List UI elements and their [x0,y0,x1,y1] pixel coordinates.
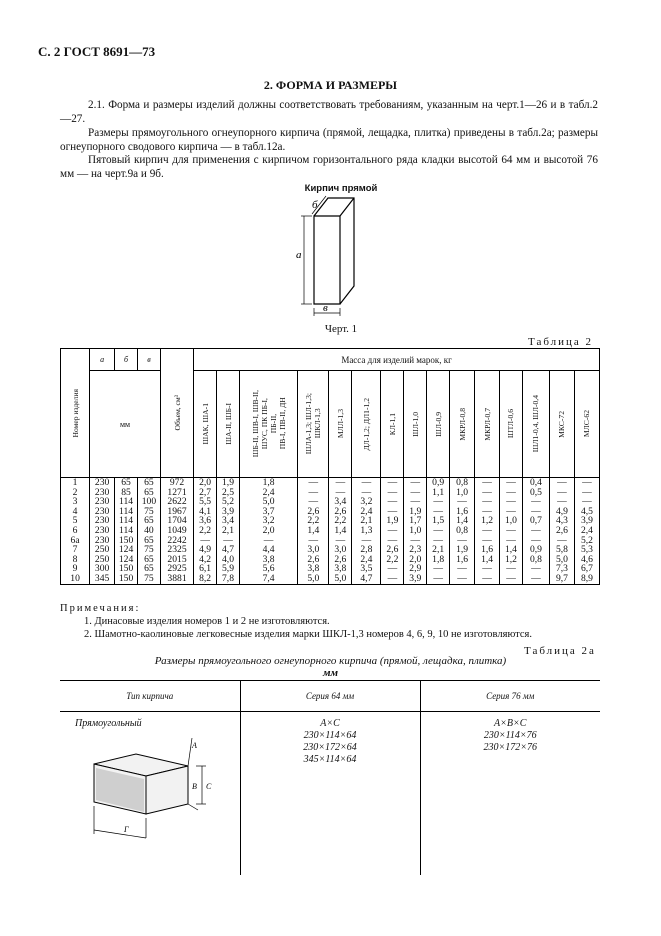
table-cell: 4,7 [217,545,240,555]
table-cell: — [381,478,404,488]
table-row [61,497,600,507]
table-cell: 3,9 [217,507,240,517]
table-cell: — [450,574,475,584]
table-2a-sizes [60,680,600,875]
table-cell: 3,0 [298,545,329,555]
table-cell: 1,8 [427,555,450,565]
table-cell: 5,2 [217,497,240,507]
table-cell: 4,6 [574,555,599,565]
table-cell: 1,2 [500,555,523,565]
page-header: С. 2 ГОСТ 8691—73 [38,44,156,59]
table-cell: 4,0 [217,555,240,565]
table-row [61,545,600,555]
table-cell: — [381,488,404,498]
type-label: Прямоугольный [75,718,142,729]
table-cell: 3,4 [329,497,352,507]
table-cell: — [239,536,297,546]
table-cell: 1,8 [239,478,297,488]
table-cell: 1,1 [427,488,450,498]
table-cell: 7,4 [239,574,297,584]
table-cell: 75 [137,574,160,584]
table-cell: — [500,507,523,517]
table-cell: — [381,507,404,517]
cell-series-64 [240,712,420,876]
fig-label-c: С [206,782,212,791]
table-cell: 4,5 [574,507,599,517]
table-row [61,478,600,488]
table-cell: 65 [137,488,160,498]
table-cell: 2,6 [329,507,352,517]
table-cell: 10 [61,574,90,584]
table-cell: — [500,488,523,498]
table-cell: 2,6 [549,526,574,536]
table-cell: — [475,536,500,546]
col-volume: Объем, см³ [160,349,193,478]
table-cell: 5,0 [239,497,297,507]
table2a-label: Таблица 2а [524,645,596,657]
table-cell: — [475,497,500,507]
table-cell: 4,1 [194,507,217,517]
col-series-64: Серия 64 мм [240,681,420,712]
table-cell: 8,9 [574,574,599,584]
table-cell: 8 [61,555,90,565]
table-cell: 1704 [160,516,193,526]
table-cell: 2,6 [298,507,329,517]
table-cell: — [500,497,523,507]
table-cell: 3,2 [352,497,381,507]
table-cell: — [427,574,450,584]
table-cell: 2,2 [381,555,404,565]
table-cell: 2,4 [352,507,381,517]
note-1: 1. Динасовые изделия номеров 1 и 2 не изготовляются. [84,616,330,627]
table-cell: 1,4 [329,526,352,536]
mark-3: ШЛА-1,3; ШЛ-1,3; ШКЛ-1,3 [298,371,329,478]
fig-label-a: А [192,741,197,750]
table-cell: 40 [137,526,160,536]
table-cell: 2,1 [352,516,381,526]
table-cell: 5,0 [298,574,329,584]
table-cell: 5,3 [574,545,599,555]
table-cell: 2,4 [352,555,381,565]
mark-12: ШЛ1-0,4, ШЛ-0,4 [522,371,549,478]
table-cell: — [450,536,475,546]
fig-label-g: Г [124,825,129,834]
table-cell: 2,3 [404,545,427,555]
paragraph-sizes: Размеры прямоугольного огнеупорного кирпича (прямой, лещадка, плитка) приведены в табл.2а; размеры огнеупорного сводового кирпича — в табл.12а. [60,127,598,153]
table-cell: 0,8 [450,478,475,488]
table-cell: 114 [115,507,138,517]
col-type: Тип кирпича [60,681,240,712]
table-cell: 150 [115,564,138,574]
table-cell: — [500,478,523,488]
table-cell: 65 [115,478,138,488]
table-2-masses [60,348,600,585]
table-cell: 345 [90,574,115,584]
table-cell: 3,9 [574,516,599,526]
table-cell: 972 [160,478,193,488]
table-cell: 2325 [160,545,193,555]
table-cell: — [549,536,574,546]
cell-type [60,712,240,876]
table-cell: 150 [115,574,138,584]
table-row [61,555,600,565]
table-cell: 114 [115,497,138,507]
table-cell: 1,9 [450,545,475,555]
table-cell: 85 [115,488,138,498]
table-cell: 1049 [160,526,193,536]
table-cell: 65 [137,564,160,574]
table-cell: 65 [137,555,160,565]
table-cell: — [298,536,329,546]
table-cell: 3881 [160,574,193,584]
s76-size-1: 230×114×76 [483,730,537,741]
table-cell: 1,2 [475,516,500,526]
table-cell: 6а [61,536,90,546]
table-cell: 3,8 [239,555,297,565]
table-cell: 7 [61,545,90,555]
table-cell: 65 [137,536,160,546]
table-cell: 1,4 [450,516,475,526]
table-cell: 2,2 [298,516,329,526]
table-cell: 1,0 [404,526,427,536]
table-cell: 1967 [160,507,193,517]
table-cell: — [522,526,549,536]
mark-2: ШБ-II, ШВ-I, ШВ-II, ШУС, ПК ПБ-I, ПБ-II, ПВ-I, ПВ-II, ДН [239,371,297,478]
table-cell: 4,9 [194,545,217,555]
table-cell: 2,0 [404,555,427,565]
table-cell: 114 [115,526,138,536]
table-cell: — [381,536,404,546]
table2a-caption: Размеры прямоугольного огнеупорного кирпича (прямой, лещадка, плитка) [154,655,507,667]
table-cell: 4 [61,507,90,517]
table-cell: — [574,488,599,498]
table-cell: 1,6 [450,555,475,565]
table-cell: 4,9 [549,507,574,517]
table-cell: — [298,478,329,488]
table-cell: — [475,488,500,498]
table-cell: 3,9 [404,574,427,584]
table-cell: 230 [90,507,115,517]
table-cell: 124 [115,555,138,565]
table-cell: 2,9 [404,564,427,574]
table-cell: 1,0 [500,516,523,526]
figure-caption: Черт. 1 [324,323,358,335]
table-cell: 6 [61,526,90,536]
table-cell: — [500,574,523,584]
table-row [61,526,600,536]
table-cell: 1271 [160,488,193,498]
table-cell: 2,1 [217,526,240,536]
table-cell: 4,2 [194,555,217,565]
fig-label-b: В [192,782,197,791]
table-cell: 2,4 [574,526,599,536]
table-cell: 9,7 [549,574,574,584]
table-cell: 2622 [160,497,193,507]
s76-size-2: 230×172×76 [483,742,537,753]
figure-title: Кирпич прямой [304,183,378,194]
table-cell: — [522,507,549,517]
table-cell: 2,0 [194,478,217,488]
s64-size-3: 345×114×64 [303,754,357,765]
table-cell: 65 [137,478,160,488]
table-cell: — [522,497,549,507]
table-cell: — [475,564,500,574]
table-cell: 2,1 [427,545,450,555]
notes-heading: Примечания: [60,603,141,614]
table-cell: — [381,574,404,584]
table-cell: 2 [61,488,90,498]
table-cell: 3,4 [217,516,240,526]
s64-head: А×С [320,718,340,729]
mark-6: КЛ-1,1 [381,371,404,478]
table-cell: 3,8 [329,564,352,574]
table-cell: — [329,488,352,498]
table-cell: 1,6 [450,507,475,517]
table-cell: 230 [90,497,115,507]
table-cell: 2925 [160,564,193,574]
mark-7: ШЛ-1,0 [404,371,427,478]
col-b: б [115,349,138,371]
table-cell: — [298,497,329,507]
table-cell: 8,2 [194,574,217,584]
mark-10: МКРЛ-0,7 [475,371,500,478]
table-cell: 2,8 [352,545,381,555]
table-cell: — [427,536,450,546]
table-cell: 4,3 [549,516,574,526]
dim-v-label: в [323,302,328,314]
mark-13: МКС-72 [549,371,574,478]
table-cell: 2,6 [298,555,329,565]
table-cell: 1,5 [427,516,450,526]
table-cell: — [522,574,549,584]
table2-label: Таблица 2 [528,336,594,348]
table-cell: — [329,478,352,488]
table-cell: — [475,574,500,584]
table-cell: — [500,536,523,546]
straight-brick-figure [290,192,370,318]
table-cell: — [298,488,329,498]
table-cell: 4,7 [352,574,381,584]
table-cell: — [404,478,427,488]
col-mass-group: Масса для изделий марок, кг [194,349,600,371]
table-row [61,507,600,517]
dim-b-label: б [312,199,318,211]
table-cell: — [404,488,427,498]
table-cell: 3,8 [298,564,329,574]
table-cell: 1,3 [352,526,381,536]
table-cell: 5,0 [329,574,352,584]
table-cell: 3,5 [352,564,381,574]
table-cell: 2242 [160,536,193,546]
table-cell: 300 [90,564,115,574]
table-cell: 0,7 [522,516,549,526]
table-row [61,516,600,526]
table-cell: 2,6 [329,555,352,565]
table-cell: — [352,536,381,546]
table-cell: — [427,526,450,536]
table-cell: 230 [90,526,115,536]
cell-series-76 [420,712,600,876]
table-cell: — [475,507,500,517]
table-cell: 75 [137,545,160,555]
table-cell: — [194,536,217,546]
table-cell: 1,9 [217,478,240,488]
table-cell: 5,0 [549,555,574,565]
table-cell: — [475,478,500,488]
table-cell: 1,4 [500,545,523,555]
mark-11: ШТЛ-0,6 [500,371,523,478]
table-cell: — [329,536,352,546]
table-cell: — [549,497,574,507]
table-cell: — [217,536,240,546]
table-cell: 7,8 [217,574,240,584]
note-2: 2. Шамотно-каолиновые легковесные изделия марки ШКЛ-1,3 номеров 4, 6, 9, 10 не изготовляются. [84,629,532,640]
s64-size-2: 230×172×64 [303,742,357,753]
table-cell: 3,0 [329,545,352,555]
table-cell: 2,2 [194,526,217,536]
table-cell: 124 [115,545,138,555]
table-cell: 1,9 [381,516,404,526]
table-cell: 3 [61,497,90,507]
section-title: 2. ФОРМА И РАЗМЕРЫ [263,78,398,92]
table-cell: — [549,478,574,488]
table-cell: 0,8 [450,526,475,536]
table-cell: 2,7 [194,488,217,498]
table-row [61,574,600,584]
table-cell: 100 [137,497,160,507]
table-cell: — [549,488,574,498]
table-cell: — [522,564,549,574]
table-cell: 0,4 [522,478,549,488]
table-cell: 3,2 [239,516,297,526]
table-cell: 230 [90,536,115,546]
table-cell: — [381,526,404,536]
table-cell: — [500,564,523,574]
table-cell: 1,0 [450,488,475,498]
table-cell: — [381,497,404,507]
table-cell: 0,5 [522,488,549,498]
table-cell: 5,8 [549,545,574,555]
table-cell: 3,6 [194,516,217,526]
table-cell: 5,6 [239,564,297,574]
table-cell: 150 [115,536,138,546]
table-cell: 5,5 [194,497,217,507]
table-cell: 3,7 [239,507,297,517]
table-cell: — [475,526,500,536]
table-cell: 2,6 [381,545,404,555]
table-cell: — [427,497,450,507]
table-cell: 1,9 [404,507,427,517]
table-cell: 5 [61,516,90,526]
table-cell: 2,5 [217,488,240,498]
table-cell: 65 [137,516,160,526]
table-cell: 2,0 [239,526,297,536]
s76-head: А×В×С [494,718,527,729]
table-cell: — [522,536,549,546]
mark-0: ШАК, ША-1 [194,371,217,478]
mark-5: ДЛ-1,2; ДЛ1-1,2 [352,371,381,478]
col-row-number: Номер изделия [61,349,90,478]
table-row [61,536,600,546]
table-cell: 230 [90,478,115,488]
col-series-76: Серия 76 мм [420,681,600,712]
table-cell: 1,4 [298,526,329,536]
table-cell: 2015 [160,555,193,565]
s64-size-1: 230×114×64 [303,730,357,741]
table-cell: — [352,488,381,498]
table-cell: 0,9 [522,545,549,555]
col-mm: мм [90,371,161,478]
table-row [61,564,600,574]
table-cell: — [381,564,404,574]
table-cell: — [427,564,450,574]
table-cell: 2,2 [329,516,352,526]
table-cell: 5,2 [574,536,599,546]
table-cell: 0,8 [522,555,549,565]
table-cell: 1,7 [404,516,427,526]
table-cell: 6,7 [574,564,599,574]
table-cell: 4,4 [239,545,297,555]
table-cell: 1 [61,478,90,488]
col-a: а [90,349,115,371]
table-cell: 9 [61,564,90,574]
table-cell: — [574,497,599,507]
mark-9: МКРЛ-0,8 [450,371,475,478]
table-cell: 7,3 [549,564,574,574]
table-cell: 114 [115,516,138,526]
table-cell: 2,4 [239,488,297,498]
table-cell: 250 [90,545,115,555]
paragraph-skewback: Пятовый кирпич для применения с кирпичом горизонтального ряда кладки высотой 64 мм и высотой 76 мм — на черт.9а и 9б. [60,154,598,180]
table-cell: — [427,507,450,517]
mark-14: МЛС-62 [574,371,599,478]
paragraph-2-1: 2.1. Форма и размеры изделий должны соответствовать требованиям, указанным на черт.1—26 и в табл.2—27. [60,99,598,125]
rectangular-brick-figure [88,734,218,844]
table-cell: — [574,478,599,488]
table-cell: 75 [137,507,160,517]
table-cell: — [352,478,381,488]
table2a-unit: мм [322,667,339,679]
table-cell: — [500,526,523,536]
table-cell: 230 [90,516,115,526]
table-cell: — [450,564,475,574]
col-v: в [137,349,160,371]
table-cell: 0,9 [427,478,450,488]
table-cell: 250 [90,555,115,565]
table-cell: 1,4 [475,555,500,565]
mark-1: ША-II, ШБ-I [217,371,240,478]
table-cell: 1,6 [475,545,500,555]
table-cell: — [404,536,427,546]
table-cell: — [404,497,427,507]
mark-8: ШЛ-0,9 [427,371,450,478]
mark-4: МЛЛ-1,3 [329,371,352,478]
table-cell: 5,9 [217,564,240,574]
table-cell: 6,1 [194,564,217,574]
table-cell: 230 [90,488,115,498]
dim-a-label: а [296,249,302,261]
table-cell: — [450,497,475,507]
